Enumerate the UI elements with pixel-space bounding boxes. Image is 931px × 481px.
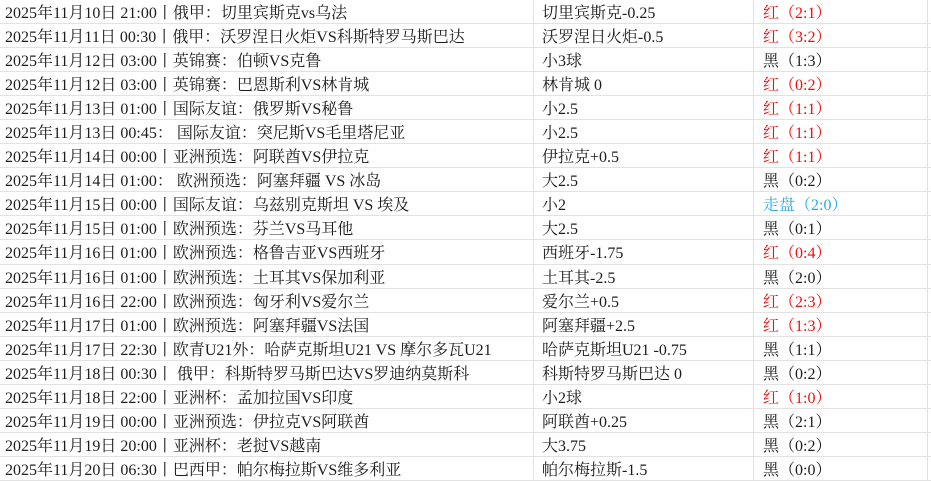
match-cell[interactable] (0, 72, 533, 95)
match-text: 2025年11月16日 22:00丨欧洲预选：匈牙利VS爱尔兰 (5, 293, 370, 311)
bet-text: 大2.5 (542, 221, 579, 239)
table-row (0, 361, 931, 385)
match-cell[interactable] (0, 144, 533, 167)
table-row (0, 457, 931, 481)
match-text: 2025年11月18日 22:00丨亚洲杯：孟加拉国VS印度 (5, 389, 354, 407)
match-text: 2025年11月12日 03:00丨英锦赛：巴恩斯利VS林肯城 (5, 77, 370, 95)
result-cell[interactable] (753, 168, 928, 191)
table-row (0, 96, 931, 120)
result-cell[interactable] (753, 120, 928, 143)
table-row (0, 168, 931, 192)
result-cell[interactable] (753, 385, 928, 408)
result-text: 红（0:2） (763, 77, 832, 95)
match-cell[interactable] (0, 457, 533, 480)
match-text: 2025年11月14日 01:00： 欧洲预选：阿塞拜疆 VS 冰岛 (5, 173, 382, 191)
result-text: 红（1:3） (763, 317, 832, 335)
bet-text: 阿塞拜疆+2.5 (542, 317, 636, 335)
table-row (0, 216, 931, 240)
match-text: 2025年11月13日 00:45： 国际友谊：突尼斯VS毛里塔尼亚 (5, 125, 406, 143)
bet-cell[interactable] (533, 120, 753, 143)
result-cell[interactable] (753, 361, 928, 384)
result-cell[interactable] (753, 337, 928, 360)
bet-cell[interactable] (533, 144, 753, 167)
match-cell[interactable] (0, 24, 533, 47)
bet-text: 大3.75 (542, 437, 587, 455)
result-text: 黑（0:2） (763, 437, 832, 455)
bet-text: 科斯特罗马斯巴达 0 (542, 365, 683, 383)
match-cell[interactable] (0, 409, 533, 432)
match-cell[interactable] (0, 289, 533, 312)
bet-text: 小2球 (542, 389, 583, 407)
result-text: 走盘（2:0） (763, 197, 848, 215)
table-row (0, 24, 931, 48)
match-cell[interactable] (0, 433, 533, 456)
result-cell[interactable] (753, 457, 928, 480)
bet-text: 林肯城 0 (542, 77, 603, 95)
table-row (0, 337, 931, 361)
result-cell[interactable] (753, 24, 928, 47)
bet-cell[interactable] (533, 385, 753, 408)
bet-cell[interactable] (533, 240, 753, 263)
result-text: 黑（2:1） (763, 413, 832, 431)
table-row (0, 0, 931, 24)
result-cell[interactable] (753, 72, 928, 95)
result-cell[interactable] (753, 265, 928, 288)
result-cell[interactable] (753, 96, 928, 119)
match-text: 2025年11月19日 00:00丨亚洲预选：伊拉克VS阿联酋 (5, 413, 370, 431)
result-text: 红（1:1） (763, 101, 832, 119)
result-text: 红（0:4） (763, 245, 832, 263)
table-row (0, 433, 931, 457)
result-text: 黑（1:1） (763, 341, 832, 359)
bet-text: 土耳其-2.5 (542, 269, 616, 287)
match-text: 2025年11月13日 01:00丨国际友谊：俄罗斯VS秘鲁 (5, 101, 354, 119)
table-row (0, 409, 931, 433)
match-cell[interactable] (0, 313, 533, 336)
match-cell[interactable] (0, 120, 533, 143)
table-row (0, 313, 931, 337)
bet-cell[interactable] (533, 457, 753, 480)
bet-cell[interactable] (533, 96, 753, 119)
table-row (0, 120, 931, 144)
bet-text: 伊拉克+0.5 (542, 149, 620, 167)
result-cell[interactable] (753, 289, 928, 312)
result-cell[interactable] (753, 409, 928, 432)
result-text: 红（2:3） (763, 293, 832, 311)
match-text: 2025年11月20日 06:30丨巴西甲：帕尔梅拉斯VS维多利亚 (5, 461, 402, 479)
match-cell[interactable] (0, 216, 533, 239)
table-row (0, 265, 931, 289)
result-text: 红（1:0） (763, 389, 832, 407)
bet-cell[interactable] (533, 337, 753, 360)
bet-text: 哈萨克斯坦U21 -0.75 (542, 341, 687, 359)
match-text: 2025年11月17日 22:30丨欧青U21外：哈萨克斯坦U21 VS 摩尔多瓦U21 (5, 341, 492, 359)
bet-cell[interactable] (533, 216, 753, 239)
bet-cell[interactable] (533, 289, 753, 312)
match-cell[interactable] (0, 337, 533, 360)
bet-cell[interactable] (533, 265, 753, 288)
bet-cell[interactable] (533, 192, 753, 215)
bet-text: 大2.5 (542, 173, 579, 191)
bet-cell[interactable] (533, 48, 753, 71)
bet-text: 阿联酋+0.25 (542, 413, 628, 431)
match-cell[interactable] (0, 168, 533, 191)
result-text: 黑（2:0） (763, 269, 832, 287)
result-text: 红（1:1） (763, 125, 832, 143)
bet-text: 小2.5 (542, 125, 579, 143)
match-cell[interactable] (0, 0, 533, 23)
match-text: 2025年11月16日 01:00丨欧洲预选：格鲁吉亚VS西班牙 (5, 245, 386, 263)
match-text: 2025年11月15日 00:00丨国际友谊：乌兹别克斯坦 VS 埃及 (5, 197, 410, 215)
bet-cell[interactable] (533, 168, 753, 191)
result-cell[interactable] (753, 144, 928, 167)
result-cell[interactable] (753, 192, 928, 215)
bet-text: 帕尔梅拉斯-1.5 (542, 461, 648, 479)
match-text: 2025年11月15日 01:00丨欧洲预选：芬兰VS马耳他 (5, 221, 354, 239)
result-text: 红（3:2） (763, 29, 832, 47)
match-cell[interactable] (0, 96, 533, 119)
result-cell[interactable] (753, 216, 928, 239)
table-row (0, 385, 931, 409)
result-cell[interactable] (753, 313, 928, 336)
bet-text: 切里宾斯克-0.25 (542, 5, 656, 23)
bet-cell[interactable] (533, 433, 753, 456)
match-text: 2025年11月10日 21:00丨俄甲：切里宾斯克vs乌法 (5, 5, 348, 23)
match-cell[interactable] (0, 48, 533, 71)
result-cell[interactable] (753, 0, 928, 23)
match-cell[interactable] (0, 361, 533, 384)
match-text: 2025年11月11日 00:30丨俄甲：沃罗涅日火炬VS科斯特罗马斯巴达 (5, 29, 465, 47)
bet-text: 小2.5 (542, 101, 579, 119)
bet-cell[interactable] (533, 361, 753, 384)
match-cell[interactable] (0, 265, 533, 288)
bet-cell[interactable] (533, 24, 753, 47)
bet-text: 小3球 (542, 53, 583, 71)
bet-cell[interactable] (533, 409, 753, 432)
result-cell[interactable] (753, 240, 928, 263)
bet-cell[interactable] (533, 313, 753, 336)
result-text: 红（2:1） (763, 5, 832, 23)
match-text: 2025年11月14日 00:00丨亚洲预选：阿联酋VS伊拉克 (5, 149, 370, 167)
bet-cell[interactable] (533, 72, 753, 95)
result-cell[interactable] (753, 48, 928, 71)
table-row (0, 192, 931, 216)
match-cell[interactable] (0, 192, 533, 215)
bet-text: 西班牙-1.75 (542, 245, 624, 263)
bet-cell[interactable] (533, 0, 753, 23)
table-row (0, 144, 931, 168)
table-row (0, 72, 931, 96)
match-cell[interactable] (0, 385, 533, 408)
result-text: 黑（0:2） (763, 173, 832, 191)
result-text: 黑（0:2） (763, 365, 832, 383)
result-text: 红（1:1） (763, 149, 832, 167)
table-row (0, 48, 931, 72)
result-text: 黑（1:3） (763, 53, 832, 71)
match-cell[interactable] (0, 240, 533, 263)
result-cell[interactable] (753, 433, 928, 456)
table-row (0, 289, 931, 313)
result-text: 黑（0:1） (763, 221, 832, 239)
match-text: 2025年11月18日 00:30丨 俄甲：科斯特罗马斯巴达VS罗迪纳莫斯科 (5, 365, 470, 383)
match-text: 2025年11月19日 20:00丨亚洲杯：老挝VS越南 (5, 437, 322, 455)
bet-text: 爱尔兰+0.5 (542, 293, 620, 311)
bet-text: 沃罗涅日火炬-0.5 (542, 29, 664, 47)
match-text: 2025年11月16日 01:00丨欧洲预选：土耳其VS保加利亚 (5, 269, 386, 287)
match-text: 2025年11月17日 01:00丨欧洲预选：阿塞拜疆VS法国 (5, 317, 370, 335)
result-text: 黑（0:0） (763, 461, 832, 479)
match-text: 2025年11月12日 03:00丨英锦赛：伯顿VS克鲁 (5, 53, 322, 71)
bet-text: 小2 (542, 197, 567, 215)
table-row (0, 240, 931, 264)
